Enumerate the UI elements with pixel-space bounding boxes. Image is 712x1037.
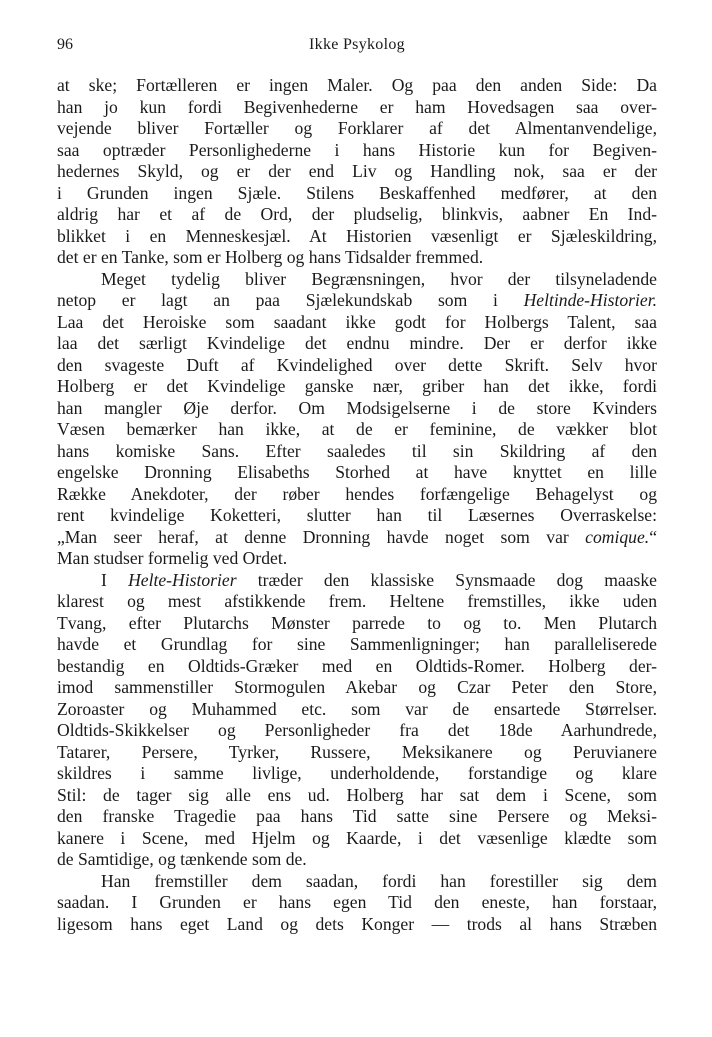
text-segment: saadan. I Grunden er hans egen Tid den eneste, han forstaar, xyxy=(57,892,657,912)
text-line xyxy=(57,656,657,678)
text-line xyxy=(57,247,657,269)
text-line xyxy=(57,204,657,226)
text-line xyxy=(57,290,657,312)
text-segment: hedernes Skyld, og er der end Liv og Handling nok, saa er der xyxy=(57,161,657,181)
text-line xyxy=(57,613,657,635)
text-segment: kanere i Scene, med Hjelm og Kaarde, i det væsenlige klædte som xyxy=(57,827,657,848)
text-line xyxy=(57,742,657,764)
text-line xyxy=(57,634,657,656)
text-line xyxy=(57,699,657,721)
text-segment: Væsen bemærker han ikke, at de er feminine, de vækker blot xyxy=(57,419,657,439)
text-segment: vejende bliver Fortæller og Forklarer af det Almentanvendelige, xyxy=(57,118,657,138)
text-line xyxy=(57,441,657,463)
text-segment: Oldtids-Skikkelser og Personligheder fra det 18de Aarhundrede, xyxy=(57,720,657,740)
text-line xyxy=(57,226,657,248)
text-segment: de Samtidige, og tænkende som de. xyxy=(57,849,307,869)
text-segment: I xyxy=(101,569,129,590)
text-segment: hans komiske Sans. Efter saaledes til sin Skildring af den xyxy=(57,440,657,461)
text-segment: laa det særligt Kvindelige det endnu mindre. Der er derfor ikke xyxy=(57,333,657,353)
text-line xyxy=(57,484,657,506)
text-line xyxy=(57,75,657,97)
text-line xyxy=(57,527,657,549)
text-line xyxy=(57,269,657,291)
paragraph xyxy=(57,269,657,570)
text-line xyxy=(57,785,657,807)
text-line xyxy=(57,97,657,119)
text-line xyxy=(57,570,657,592)
text-segment: “ xyxy=(649,526,657,547)
italic-text: Helte-Historier xyxy=(128,569,237,590)
text-segment: engelske Dronning Elisabeths Storhed at have knyttet en lille xyxy=(57,462,657,482)
italic-text: comique. xyxy=(585,526,650,547)
text-line xyxy=(57,892,657,914)
running-title: Ikke Psykolog xyxy=(309,36,405,53)
text-line xyxy=(57,763,657,785)
text-segment: Meget tydelig bliver Begrænsningen, hvor der tilsyneladende xyxy=(101,268,657,289)
text-segment: saa optræder Personlighederne i hans Historie kun for Begiven- xyxy=(57,139,657,160)
text-line xyxy=(57,355,657,377)
text-segment: Man studser formelig ved Ordet. xyxy=(57,548,288,568)
text-segment: Tvang, efter Plutarchs Mønster parrede to og to. Men Plutarch xyxy=(57,612,657,633)
text-segment: bestandig en Oldtids-Græker med en Oldtids-Romer. Holberg der- xyxy=(57,655,657,676)
text-line xyxy=(57,312,657,334)
text-segment: netop er lagt an paa Sjælekundskab som i xyxy=(57,290,524,310)
text-line xyxy=(57,828,657,850)
text-line xyxy=(57,419,657,441)
text-segment: „Man seer heraf, at denne Dronning havde noget som var xyxy=(57,526,586,547)
text-line xyxy=(57,462,657,484)
text-line xyxy=(57,161,657,183)
text-segment: Stil: de tager sig alle ens ud. Holberg har sat dem i Scene, som xyxy=(57,784,657,805)
text-line xyxy=(57,333,657,355)
text-segment: aldrig har et af de Ord, der pludselig, blinkvis, aabner En Ind- xyxy=(57,204,657,224)
text-segment: Zoroaster og Muhammed etc. som var de ensartede Størrelser. xyxy=(57,698,657,719)
text-line xyxy=(57,806,657,828)
text-line xyxy=(57,720,657,742)
text-segment: det er en Tanke, som er Holberg og hans Tidsalder fremmed. xyxy=(57,247,484,267)
text-segment: han mangler Øje derfor. Om Modsigelserne i de store Kvinders xyxy=(57,397,657,418)
text-segment: i Grunden ingen Sjæle. Stilens Beskaffenhed medfører, at den xyxy=(57,182,657,203)
text-segment: skildres i samme livlige, underholdende, forstandige og klare xyxy=(57,763,657,783)
text-segment: blikket i en Menneskesjæl. At Historien væsenligt er Sjæleskildring, xyxy=(57,225,657,246)
text-segment: træder den klassiske Synsmaade dog maaske xyxy=(236,569,657,590)
text-line xyxy=(57,548,657,570)
text-segment: imod sammenstiller Stormogulen Akebar og Czar Peter den Store, xyxy=(57,677,657,697)
text-segment: den franske Tragedie paa hans Tid satte sine Persere og Meksi- xyxy=(57,806,657,826)
text-line xyxy=(57,677,657,699)
text-segment: rent kvindelige Koketteri, slutter han til Læsernes Overraskelse: xyxy=(57,505,657,525)
text-segment: Holberg er det Kvindelige ganske nær, griber han det ikke, fordi xyxy=(57,376,657,396)
text-segment: Han fremstiller dem saadan, fordi han forestiller sig dem xyxy=(101,870,657,891)
text-segment: den svageste Duft af Kvindelighed over dette Skrift. Selv hvor xyxy=(57,354,657,375)
italic-text: Heltinde-Historier. xyxy=(523,290,657,310)
text-segment: Række Anekdoter, der røber hendes forfængelige Behagelyst og xyxy=(57,483,657,504)
text-segment: han jo kun fordi Begivenhederne er ham Hovedsagen saa over- xyxy=(57,96,657,117)
text-line xyxy=(57,849,657,871)
text-segment: havde et Grundlag for sine Sammenligninger; han paralleliserede xyxy=(57,634,657,654)
text-line xyxy=(57,505,657,527)
text-line xyxy=(57,398,657,420)
text-line xyxy=(57,871,657,893)
text-line xyxy=(57,118,657,140)
page-number: 96 xyxy=(57,36,73,53)
paragraph xyxy=(57,75,657,269)
text-segment: Laa det Heroiske som saadant ikke godt for Holbergs Talent, saa xyxy=(57,311,657,332)
paragraph xyxy=(57,570,657,871)
text-segment: at ske; Fortælleren er ingen Maler. Og paa den anden Side: Da xyxy=(57,75,657,95)
text-line xyxy=(57,183,657,205)
text-line xyxy=(57,376,657,398)
paragraph xyxy=(57,871,657,936)
text-line xyxy=(57,140,657,162)
page-header xyxy=(57,36,657,60)
text-segment: Tatarer, Persere, Tyrker, Russere, Meksikanere og Peruvianere xyxy=(57,741,657,762)
text-line xyxy=(57,914,657,936)
text-segment: klarest og mest afstikkende frem. Heltene fremstilles, ikke uden xyxy=(57,591,657,611)
text-line xyxy=(57,591,657,613)
body-text xyxy=(57,75,657,935)
text-segment: ligesom hans eget Land og dets Konger — trods al hans Stræben xyxy=(57,913,657,934)
